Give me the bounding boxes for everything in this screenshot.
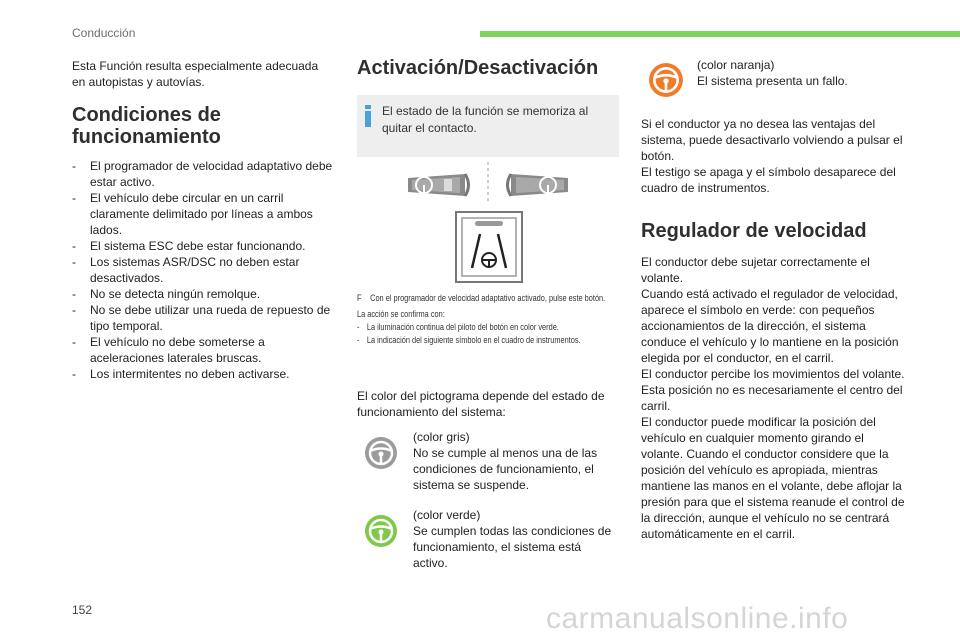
deactivate-text-2: El testigo se apaga y el símbolo desaparece del cuadro de instrumentos. <box>641 165 896 195</box>
list-item: - El vehículo no debe someterse a aceleraciones laterales bruscas. <box>72 334 334 366</box>
conditions-heading: Condiciones de funcionamiento <box>72 104 221 148</box>
list-item: - El vehículo debe circular en un carril claramente delimitado por líneas a ambos lados. <box>72 190 334 238</box>
state-grey-text: No se cumple al menos una de las condiciones de funcionamiento, el sistema se suspende. <box>413 446 598 492</box>
deactivate-text: Si el conductor ya no desea las ventajas del sistema, puede desactivarlo volviendo a pulsar el botón. <box>641 117 903 163</box>
confirm-item: - La indicación del siguiente símbolo en el cuadro de instrumentos. <box>357 335 581 345</box>
regulator-body <box>641 254 905 542</box>
intro-text: Esta Función resulta especialmente adecuada en autopistas y autovías. <box>72 59 319 89</box>
state-green-text: Se cumplen todas las condiciones de funcionamiento, el sistema está activo. <box>413 524 612 570</box>
watermark: carmanualsonline.info <box>546 602 849 635</box>
confirm-item: - La iluminación continua del piloto del botón en color verde. <box>357 322 559 332</box>
instruction-block <box>357 292 619 347</box>
header-accent-bar <box>480 31 960 37</box>
state-green <box>413 507 613 571</box>
list-item: - No se detecta ningún remolque. <box>72 286 334 302</box>
list-item: - El sistema ESC debe estar funcionando. <box>72 238 334 254</box>
step-item <box>357 292 619 305</box>
step-marker: F <box>357 293 362 303</box>
regulator-para: El conductor puede modificar la posición del vehículo en cualquier momento girando el volante. Cuando el conductor considere que la posición del vehículo es apropiada, mientras mantiene las manos en el volante, debe aflojar la presión para que el sistema reanude el control de la dirección, aunque el vehículo no se centrará automáticamente en el carril. <box>641 415 905 541</box>
confirm-item-text: La indicación del siguiente símbolo en el cuadro de instrumentos. <box>366 335 581 345</box>
list-item: - Los sistemas ASR/DSC no deben estar desactivados. <box>72 254 334 286</box>
state-grey-label: (color gris) <box>413 430 470 444</box>
state-orange-label: (color naranja) <box>697 58 775 72</box>
page-number: 152 <box>72 603 93 617</box>
info-text: El estado de la función se memoriza al quitar el contacto. <box>382 104 589 135</box>
confirm-item-text: La iluminación continua del piloto del botón en color verde. <box>366 322 559 332</box>
steering-wheel-orange-icon <box>648 62 684 98</box>
steering-wheel-grey-icon <box>364 436 398 470</box>
regulator-para: Esta posición no es necesariamente el centro del carril. <box>641 383 903 413</box>
section-header: Conducción <box>72 26 136 40</box>
list-item: - El programador de velocidad adaptativo debe estar activo. <box>72 158 334 190</box>
list-item: - No se debe utilizar una rueda de repuesto de tipo temporal. <box>72 302 334 334</box>
regulator-heading: Regulador de velocidad <box>641 220 867 242</box>
confirm-intro: La acción se confirma con: <box>357 309 445 319</box>
state-orange <box>697 57 897 89</box>
step-text: Con el programador de velocidad adaptativo activado, pulse este botón. <box>370 293 606 303</box>
conditions-list <box>72 158 334 382</box>
regulator-para: El conductor percibe los movimientos del volante. <box>641 367 905 381</box>
state-grey <box>413 429 613 493</box>
info-box <box>357 95 619 157</box>
steering-button-illustration <box>400 160 580 290</box>
list-item: - Los intermitentes no deben activarse. <box>72 366 334 382</box>
regulator-para: El conductor debe sujetar correctamente el volante. <box>641 255 870 285</box>
state-orange-text: El sistema presenta un fallo. <box>697 74 848 88</box>
color-intro: El color del pictograma depende del estado de funcionamiento del sistema: <box>357 389 605 419</box>
steering-wheel-green-icon <box>364 514 398 548</box>
info-icon <box>365 105 371 127</box>
activation-heading: Activación/Desactivación <box>357 57 599 79</box>
regulator-para: Cuando está activado el regulador de velocidad, aparece el símbolo en verde: con pequeños accionamientos de la dirección, el sistema conduce el vehículo y lo mantiene en la posición elegida por el conductor, en el carril. <box>641 287 899 365</box>
state-green-label: (color verde) <box>413 508 481 522</box>
